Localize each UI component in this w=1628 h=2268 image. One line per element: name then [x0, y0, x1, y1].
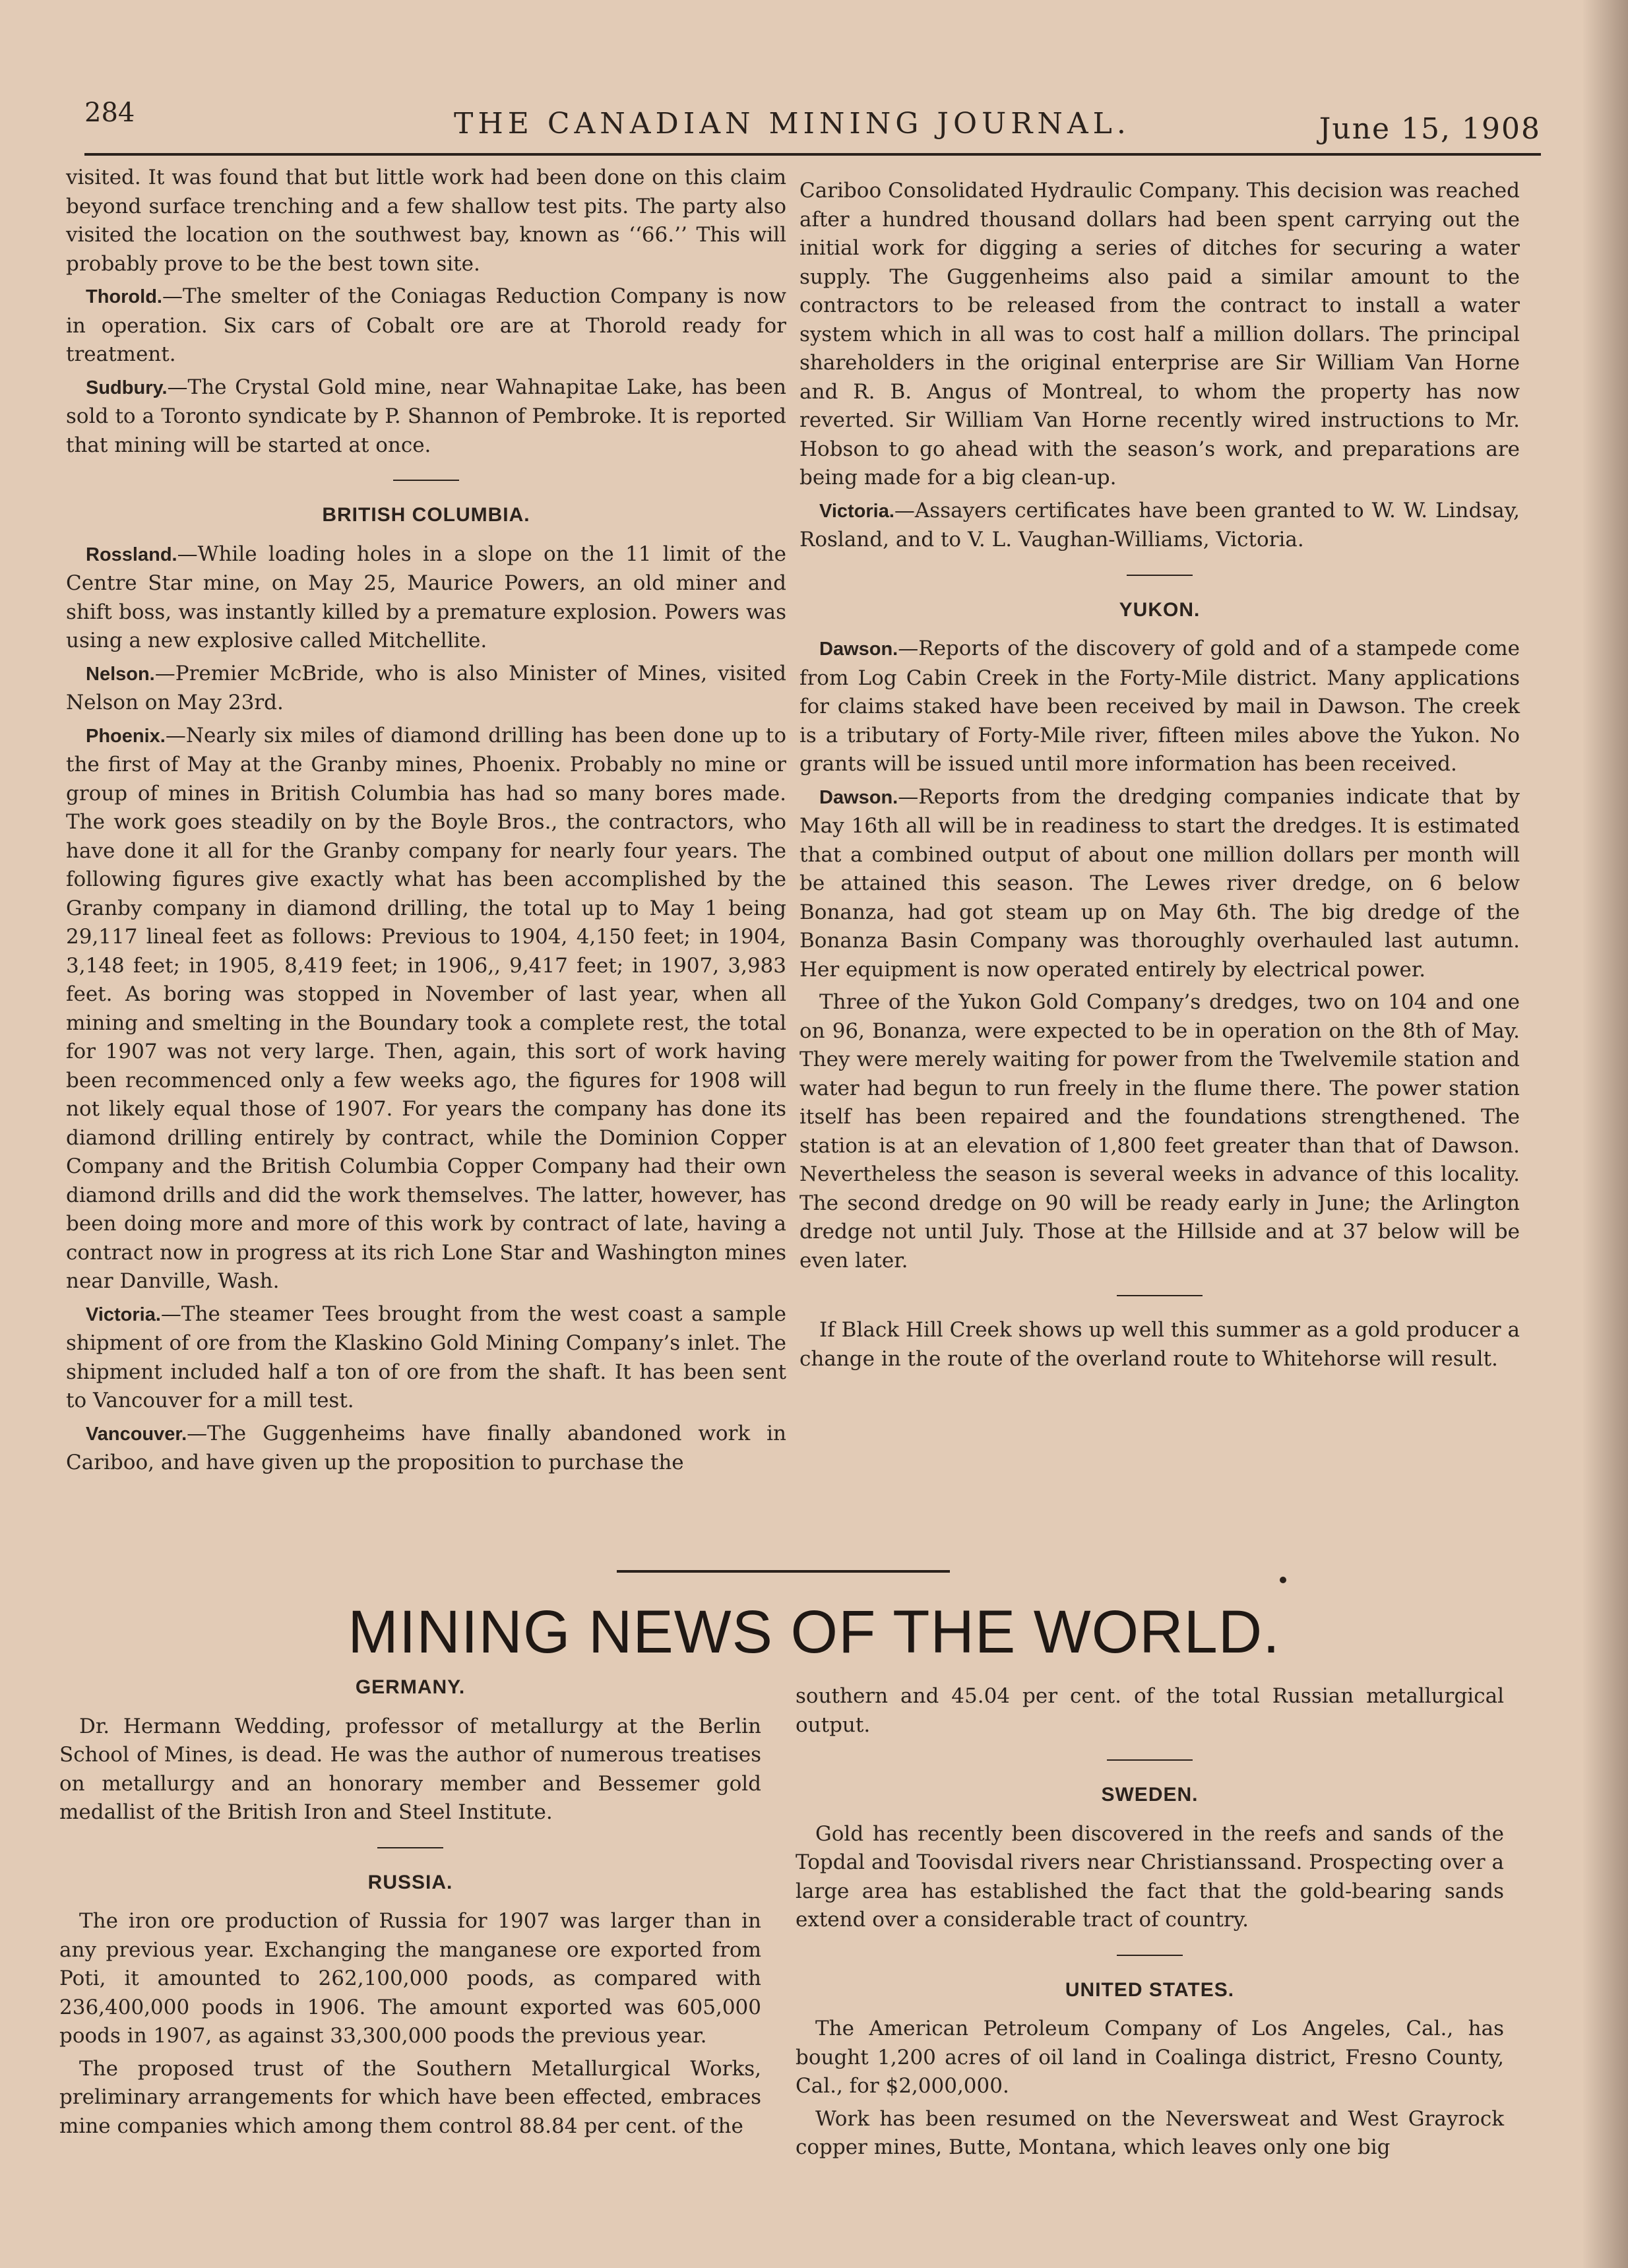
item-text: —The Crystal Gold mine, near Wahnapitae Lake, has been sold to a Toronto syndicate by P. Shannon of Pembroke. It is reported that mining will be started at once. [66, 375, 786, 457]
header-rule [84, 153, 1541, 156]
section-divider [1117, 1295, 1203, 1296]
paragraph: If Black Hill Creek shows up well this summer as a gold producer a change in the route of the overland route to Whitehorse will result. [799, 1318, 1520, 1371]
issue-date: June 15, 1908 [1319, 112, 1541, 146]
section-divider [1107, 1759, 1193, 1761]
section-heading: GERMANY. [355, 1676, 466, 1698]
paragraph: The iron ore production of Russia for 1907 was larger than in any previous year. Exchanging the manganese ore exported from Poti, it amounted to 262,100,000 poods, as compared with 236,400,000 poods in 1906. The amount exported was 605,000 poods in 1907, as against 33,300,000 poods the previous year. [59, 1909, 761, 2048]
item-text: —Nearly six miles of diamond drilling has been done up to the first of May at the Granby mines, Phoenix. Probably no mine or group of mines in British Columbia has had so many bores made. The work goes steadily on by the Boyle Bros., the contractors, who have done it all for the Granby company for nearly four years. The following figures give exactly what has been accomplished by the Granby company in diamond drilling, the total up to May 1 being 29,117 lineal feet as follows: Previous to 1904, 4,150 feet; in 1904, 3,148 feet; in 1905, 8,419 feet; in 1906,, 9,417 feet; in 1907, 3,983 feet. As boring was stopped in November of last year, when all mining and smelting in the Boundary took a complete rest, the total for 1907 was not very large. Then, again, this sort of work having been recommenced only a few weeks ago, the figures for 1908 will not likely equal those of 1907. For years the company has done its diamond drilling entirely by contract, while the Dominion Copper Company and the British Columbia Copper Company had their own diamond drills and did the work themselves. The latter, however, has been doing more and more of this work by contract of late, having a contract now in progress at its rich Lone Star and Washington mines near Danville, Wash. [66, 723, 786, 1293]
paragraph: southern and 45.04 per cent. of the total Russian metallurgical output. [796, 1684, 1504, 1737]
section-divider [1127, 575, 1193, 576]
column-top-right [799, 177, 1520, 1377]
item-text: —Premier McBride, who is also Minister of Mines, visited Nelson on May 23rd. [66, 661, 786, 714]
column-bottom-left [59, 1673, 761, 2145]
paragraph [66, 373, 786, 460]
page-number: 284 [84, 98, 135, 128]
paragraph: Three of the Yukon Gold Company’s dredges, two on 104 and one on 96, Bonanza, were expected to be in operation on the 8th of May. They were merely waiting for power from the Twelvemile station and water had begun to run freely in the flume there. The power station itself has been repaired and the foundations strengthened. The station is at an elevation of 1,800 feet greater than that of Dawson. Nevertheless the season is several weeks in advance of this locality. The second dredge on 90 will be ready early in June; the Arlington dredge not until July. Those at the Hillside and at 37 below will be even later. [799, 990, 1520, 1273]
section-divider [377, 1847, 443, 1848]
paragraph [66, 660, 786, 718]
world-section-title: MINING NEWS OF THE WORLD. [348, 1598, 1280, 1666]
section-heading: UNITED STATES. [1065, 1978, 1235, 2001]
paragraph [66, 540, 786, 656]
paragraph: The proposed trust of the Southern Metallurgical Works, preliminary arrangements for which have been effected, embraces mine companies which among them control 88.84 per cent. of the [59, 2056, 761, 2138]
paragraph: visited. It was found that but little work had been done on this claim beyond surface trenching and a few shallow test pits. The party also visited the location on the southwest bay, known as ‘‘66.’’ This will probably prove to be the best town site. [66, 166, 786, 276]
section-heading: RUSSIA. [367, 1871, 453, 1893]
paragraph [799, 635, 1520, 779]
section-divider [393, 480, 459, 481]
section-heading: SWEDEN. [1101, 1784, 1199, 1806]
item-lead: Sudbury. [86, 377, 168, 398]
item-lead: Dawson. [819, 786, 898, 808]
paragraph [799, 497, 1520, 555]
section-heading: BRITISH COLUMBIA. [322, 504, 530, 526]
item-text: —The steamer Tees brought from the west coast a sample shipment of ore from the Klaskino Gold Mining Company’s inlet. The shipment included half a ton of ore from the shaft. It has been sent to Vancouver for a mill test. [66, 1302, 786, 1412]
journal-title: THE CANADIAN MINING JOURNAL. [454, 107, 1131, 141]
ink-dot [1280, 1577, 1286, 1583]
item-lead: Dawson. [819, 639, 898, 660]
item-text: —Reports from the dredging companies indicate that by May 16th all will be in readiness to start the dredges. It is estimated that a combined output of about one million dollars per month will be attained this season. The Lewes river dredge, on 6 below Bonanza, had got steam up on May 6th. The big dredge of the Bonanza Basin Company was thoroughly overhauled last autumn. Her equipment is now operated entirely by electrical power. [799, 784, 1520, 982]
paragraph [66, 282, 786, 369]
item-text: —Assayers certificates have been granted to W. W. Lindsay, Rosland, and to V. L. Vaughan-Williams, Victoria. [799, 498, 1520, 551]
paragraph [66, 1420, 786, 1478]
item-text: —Reports of the discovery of gold and of a stampede come from Log Cabin Creek in the Forty-Mile district. Many applications for claims staked have been received by mail in Dawson. The creek is a tributary of Forty-Mile river, fifteen miles above the Yukon. No grants will be issued until more information has been received. [799, 637, 1520, 776]
column-top-left [66, 164, 786, 1482]
item-lead: Vancouver. [86, 1423, 187, 1445]
item-lead: Rossland. [86, 544, 177, 565]
paragraph: Cariboo Consolidated Hydraulic Company. This decision was reached after a hundred thousand dollars had been spent carrying out the initial work for digging a series of ditches for securing a water supply. The Guggenheims also paid a similar amount to the contractors to be released from the contract to install a water system which in all was to cost half a million dollars. The principal shareholders in the original enterprise are Sir William Van Horne and R. B. Angus of Montreal, to whom the property has now reverted. Sir William Van Horne recently wired instructions to Mr. Hobson to go ahead with the season’s work, and preparations are being made for a big clean-up. [799, 179, 1520, 489]
item-text: —The Guggenheims have finally abandoned work in Cariboo, and have given up the proposition to purchase the [66, 1421, 786, 1474]
paragraph [66, 1300, 786, 1416]
section-divider [1117, 1955, 1183, 1956]
item-lead: Victoria. [86, 1304, 161, 1325]
section-heading: YUKON. [1119, 598, 1201, 621]
paragraph: Work has been resumed on the Neversweat and West Grayrock copper mines, Butte, Montana, which leaves only one big [796, 2106, 1504, 2159]
paragraph [799, 783, 1520, 985]
page-header [84, 92, 1541, 152]
item-text: —The smelter of the Coniagas Reduction Company is now in operation. Six cars of Cobalt ore are at Thorold ready for treatment. [66, 284, 786, 366]
paragraph: Gold has recently been discovered in the reefs and sands of the Topdal and Toovisdal rivers near Christianssand. Prospecting over a large area has established the fact that the gold-bearing sands extend over a considerable tract of country. [796, 1821, 1504, 1932]
world-section-rule [617, 1570, 950, 1573]
column-bottom-right [796, 1682, 1504, 2166]
page-edge-shadow [1582, 0, 1628, 2268]
item-lead: Nelson. [86, 663, 155, 685]
item-lead: Victoria. [819, 500, 894, 522]
paragraph [66, 722, 786, 1296]
item-lead: Phoenix. [86, 725, 166, 747]
paragraph: Dr. Hermann Wedding, professor of metallurgy at the Berlin School of Mines, is dead. He was the author of numerous treatises on metallurgy and an honorary member and Bessemer gold medallist of the British Iron and Steel Institute. [59, 1714, 761, 1824]
item-text: —While loading holes in a slope on the 11 limit of the Centre Star mine, on May 25, Maurice Powers, an old miner and shift boss, was instantly killed by a premature explosion. Powers was using a new explosive called Mitchellite. [66, 542, 786, 652]
paragraph: The American Petroleum Company of Los Angeles, Cal., has bought 1,200 acres of oil land in Coalinga district, Fresno County, Cal., for $2,000,000. [796, 2017, 1504, 2098]
item-lead: Thorold. [86, 286, 162, 307]
